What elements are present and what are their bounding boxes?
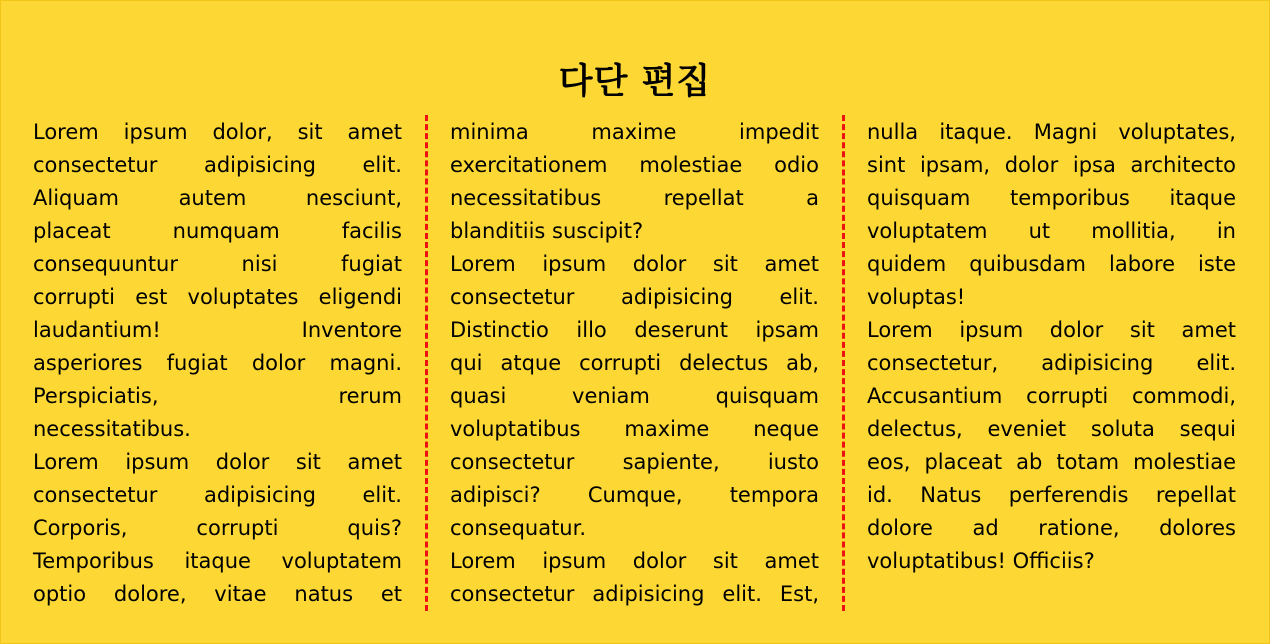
column-line: Distinctio illo deserunt ipsam	[450, 318, 819, 342]
column-line: eos, placeat ab totam molestiae	[867, 450, 1236, 474]
column-line: Lorem ipsum dolor sit amet	[450, 252, 819, 276]
column-line: voluptatibus maxime neque	[450, 417, 819, 441]
page-title: 다단 편집	[558, 62, 712, 103]
column-line: placeat numquam facilis	[33, 219, 402, 243]
column-line: consequatur.	[450, 516, 586, 540]
column-line: consectetur adipisicing elit.	[33, 483, 402, 507]
column-line: necessitatibus repellat a	[450, 186, 819, 210]
column-rule-1	[425, 115, 428, 611]
column-rule-2	[842, 115, 845, 611]
column-line: consectetur adipisicing elit. Est,	[450, 582, 819, 606]
column-line: consectetur sapiente, iusto	[450, 450, 819, 474]
column-line: voluptas!	[867, 285, 966, 309]
column-line: Corporis, corrupti quis?	[33, 516, 402, 540]
column-line: id. Natus perferendis repellat	[867, 483, 1236, 507]
column-line: delectus, eveniet soluta sequi	[867, 417, 1236, 441]
column-line: corrupti est voluptates eligendi	[33, 285, 402, 309]
column-line: Perspiciatis, rerum	[33, 384, 402, 408]
column-line: consectetur adipisicing elit.	[450, 285, 819, 309]
column-line: Lorem ipsum dolor sit amet	[450, 549, 819, 573]
column-line: voluptatibus! Officiis?	[867, 549, 1095, 573]
column-line: qui atque corrupti delectus ab,	[450, 351, 819, 375]
column-line: blanditiis suscipit?	[450, 219, 644, 243]
column-line: consectetur adipisicing elit.	[33, 153, 402, 177]
column-line: consequuntur nisi fugiat	[33, 252, 402, 276]
column-line: Lorem ipsum dolor sit amet	[33, 450, 402, 474]
column-line: voluptatem ut mollitia, in	[867, 219, 1236, 243]
text-column-1	[33, 116, 402, 611]
text-column-3	[867, 116, 1236, 578]
column-line: minima maxime impedit	[450, 120, 819, 144]
column-line: asperiores fugiat dolor magni.	[33, 351, 402, 375]
column-line: quasi veniam quisquam	[450, 384, 819, 408]
column-line: nulla itaque. Magni voluptates,	[867, 120, 1236, 144]
column-line: consectetur, adipisicing elit.	[867, 351, 1236, 375]
column-line: Temporibus itaque voluptatem	[33, 549, 402, 573]
column-line: dolore ad ratione, dolores	[867, 516, 1236, 540]
column-line: Lorem ipsum dolor sit amet	[867, 318, 1236, 342]
column-line: Aliquam autem nesciunt,	[33, 186, 402, 210]
column-line: quisquam temporibus itaque	[867, 186, 1236, 210]
column-line: exercitationem molestiae odio	[450, 153, 819, 177]
column-line: Lorem ipsum dolor, sit amet	[33, 120, 402, 144]
column-line: Accusantium corrupti commodi,	[867, 384, 1236, 408]
text-column-2	[450, 116, 819, 611]
column-line: quidem quibusdam labore iste	[867, 252, 1236, 276]
column-line: sint ipsam, dolor ipsa architecto	[867, 153, 1236, 177]
column-line: laudantium! Inventore	[33, 318, 402, 342]
column-line: adipisci? Cumque, tempora	[450, 483, 819, 507]
column-line: necessitatibus.	[33, 417, 191, 441]
column-line: optio dolore, vitae natus et	[33, 582, 402, 606]
